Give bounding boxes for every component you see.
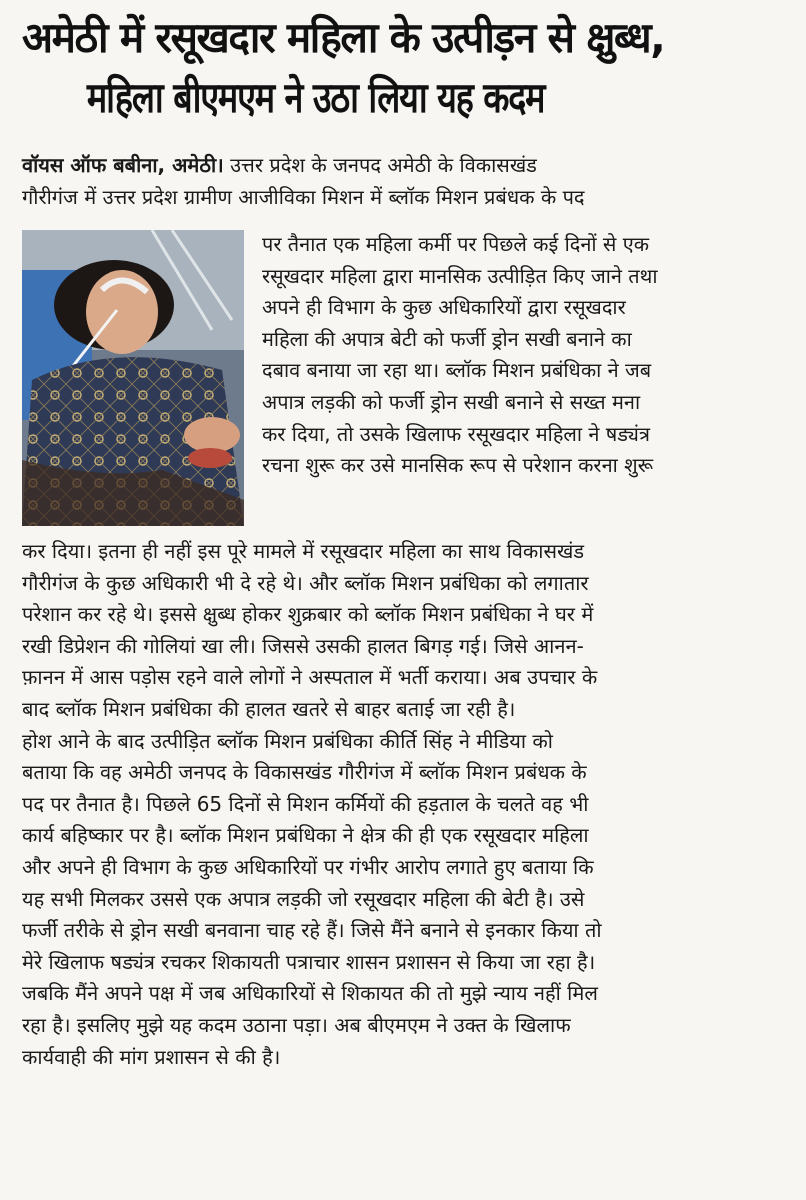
article-line: रसूखदार महिला द्वारा मानसिक उत्पीड़ित किए जाने तथा bbox=[262, 263, 658, 288]
article-line: बाद ब्लॉक मिशन प्रबंधिका की हालत खतरे से बाहर बताई जा रही है। bbox=[22, 696, 516, 721]
article-line: पर तैनात एक महिला कर्मी पर पिछले कई दिनों से एक bbox=[262, 232, 650, 256]
headline-line-1: अमेठी में रसूखदार महिला के उत्पीड़न से क्षुब्ध, bbox=[22, 13, 665, 62]
article-line: कार्य बहिष्कार पर है। ब्लॉक मिशन प्रबंधिका ने क्षेत्र की ही एक रसूखदार महिला bbox=[22, 823, 589, 848]
article-line: और अपने ही विभाग के कुछ अधिकारियों पर गंभीर आरोप लगाते हुए बताया कि bbox=[22, 854, 594, 879]
article-line: होश आने के बाद उत्पीड़ित ब्लॉक मिशन प्रबंधिका कीर्ति सिंह ने मीडिया को bbox=[22, 728, 553, 753]
article-line: रचना शुरू कर उसे मानसिक रूप से परेशान करना शुरू bbox=[262, 453, 654, 478]
article-line: यह सभी मिलकर उससे एक अपात्र लड़की जो रसूखदार महिला की बेटी है। उसे bbox=[22, 886, 585, 911]
article-body bbox=[22, 536, 792, 1073]
article-line: कर दिया, तो उसके खिलाफ रसूखदार महिला ने षड्यंत्र bbox=[262, 421, 650, 446]
dateline: वॉयस ऑफ बबीना, अमेठी। bbox=[22, 153, 224, 177]
article-line: कर दिया। इतना ही नहीं इस पूरे मामले में रसूखदार महिला का साथ विकासखंड bbox=[22, 539, 585, 563]
article-line: महिला की अपात्र बेटी को फर्जी ड्रोन सखी बनाने का bbox=[262, 326, 632, 351]
article-line: अपात्र लड़की को फर्जी ड्रोन सखी बनाने से सख्त मना bbox=[262, 389, 641, 414]
headline-line-2: महिला बीएमएम ने उठा लिया यह कदम bbox=[86, 73, 545, 122]
article-line: गौरीगंज के कुछ अधिकारी भी दे रहे थे। और ब्लॉक मिशन प्रबंधिका को लगातार bbox=[22, 570, 589, 595]
article-line: मेरे खिलाफ षड्यंत्र रचकर शिकायती पत्राचार शासन प्रशासन से किया जा रहा है। bbox=[22, 949, 596, 974]
article-photo bbox=[22, 230, 244, 526]
article-top bbox=[22, 150, 792, 213]
article-line: बताया कि वह अमेठी जनपद के विकासखंड गौरीगंज में ब्लॉक मिशन प्रबंधक के bbox=[22, 760, 587, 785]
article-line: गौरीगंज में उत्तर प्रदेश ग्रामीण आजीविका मिशन में ब्लॉक मिशन प्रबंधक के पद bbox=[22, 184, 585, 209]
article-line: रखी डिप्रेशन की गोलियां खा ली। जिससे उसकी हालत बिगड़ गई। जिसे आनन- bbox=[22, 633, 584, 658]
article-line: जबकि मैंने अपने पक्ष में जब अधिकारियों से शिकायत की तो मुझे न्याय नहीं मिल bbox=[22, 981, 598, 1006]
article-line: परेशान कर रहे थे। इससे क्षुब्ध होकर शुक्रबार को ब्लॉक मिशन प्रबंधिका ने घर में bbox=[22, 602, 594, 627]
article-line: दबाव बनाया जा रहा था। ब्लॉक मिशन प्रबंधिका ने जब bbox=[262, 358, 652, 383]
hospital-patient-image bbox=[22, 230, 244, 526]
page-edge bbox=[796, 200, 806, 900]
headline bbox=[22, 8, 792, 128]
article-line: फ़ानन में आस पड़ोस रहने वाले लोगों ने अस्पताल में भर्ती कराया। अब उपचार के bbox=[22, 665, 598, 690]
article-line: वॉयस ऑफ बबीना, अमेठी। उत्तर प्रदेश के जनपद अमेठी के विकासखंड bbox=[22, 153, 537, 177]
article-line: पद पर तैनात है। पिछले 65 दिनों से मिशन कर्मियों की हड़ताल के चलते वह भी bbox=[22, 791, 589, 816]
article-line: रहा है। इसलिए मुझे यह कदम उठाना पड़ा। अब बीएमएम ने उक्त के खिलाफ bbox=[22, 1012, 571, 1037]
article-line: फर्जी तरीके से ड्रोन सखी बनवाना चाह रहे हैं। जिसे मैंने बनाने से इनकार किया तो bbox=[22, 918, 602, 943]
article-line: अपने ही विभाग के कुछ अधिकारियों द्वारा रसूखदार bbox=[262, 295, 626, 320]
article-line: कार्यवाही की मांग प्रशासन से की है। bbox=[22, 1044, 281, 1069]
article-wrap bbox=[262, 229, 792, 482]
